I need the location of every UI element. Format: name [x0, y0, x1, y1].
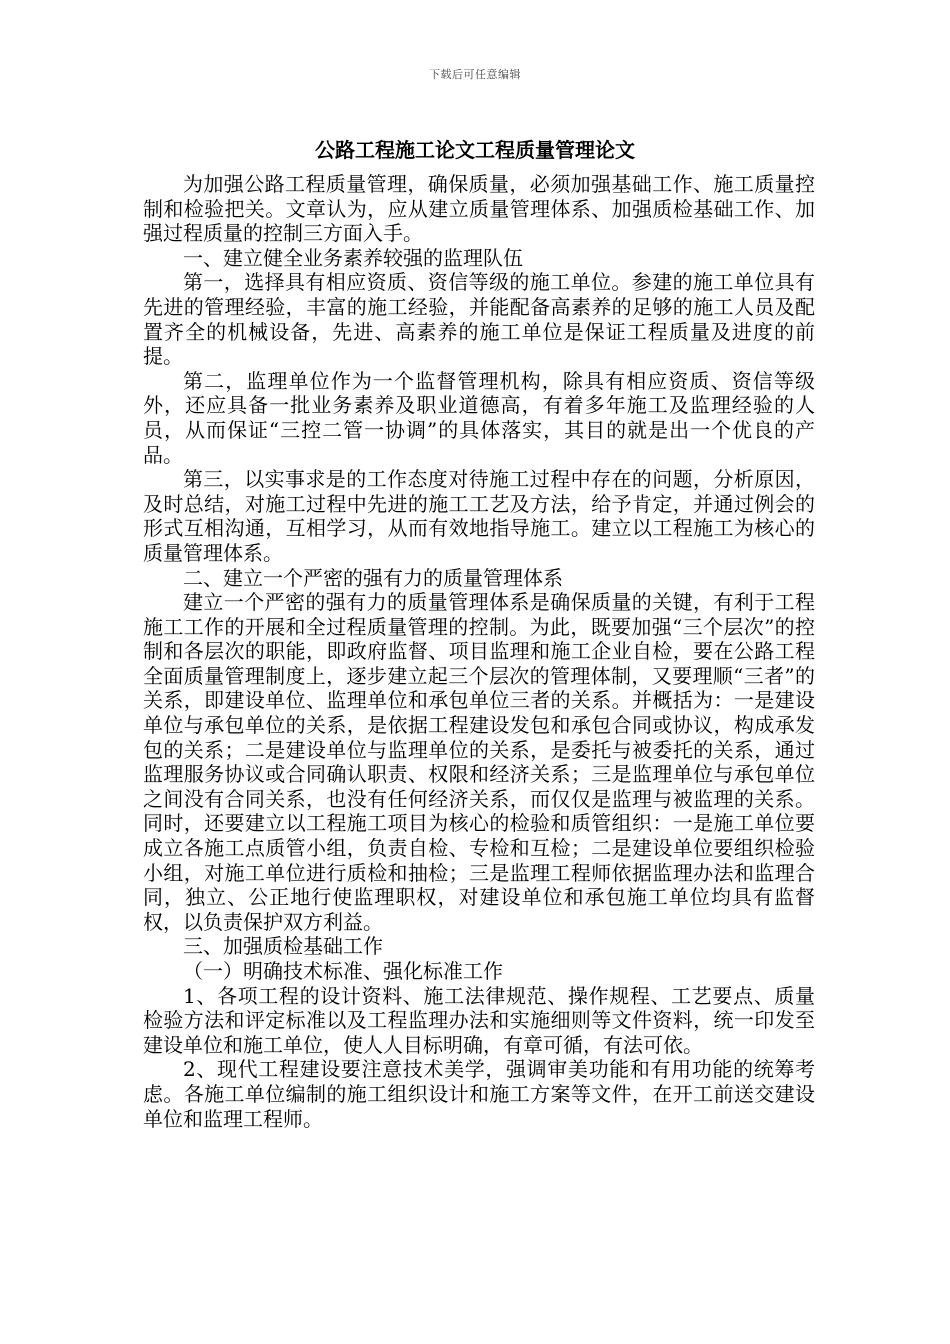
paragraph: 1、各项工程的设计资料、施工法律规范、操作规程、工艺要点、质量检验方法和评定标准以及工程监理办法和实施细则等文件资料，统一印发至建设单位和施工单位，使人人目标明确，有章可循，有法可依。 — [143, 983, 815, 1057]
paragraph-intro: 为加强公路工程质量管理，确保质量，必须加强基础工作、施工质量控制和检验把关。文章认为，应从建立质量管理体系、加强质检基础工作、加强过程质量的控制三方面入手。 — [143, 172, 815, 246]
section-heading-1: 一、建立健全业务素养较强的监理队伍 — [183, 245, 523, 270]
header-note: 下载后可任意编辑 — [429, 68, 521, 81]
paragraph: 第三，以实事求是的工作态度对待施工过程中存在的问题，分析原因，及时总结，对施工过程中先进的施工工艺及方法，给予肯定，并通过例会的形式互相沟通，互相学习，从而有效地指导施工。建立以工程施工为核心的质量管理体系。 — [143, 467, 815, 565]
paragraph: 2、现代工程建设要注意技术美学，强调审美功能和有用功能的统筹考虑。各施工单位编制的施工组织设计和施工方案等文件，在开工前送交建设单位和监理工程师。 — [143, 1057, 815, 1131]
section-heading-3: 三、加强质检基础工作 — [183, 934, 383, 959]
section-heading-2: 二、建立一个严密的强有力的质量管理体系 — [183, 565, 563, 590]
document-body — [143, 172, 815, 1131]
paragraph: 第一，选择具有相应资质、资信等级的施工单位。参建的施工单位具有先进的管理经验，丰富的施工经验，并能配备高素养的足够的施工人员及配置齐全的机械设备，先进、高素养的施工单位是保证工程质量及进度的前提。 — [143, 270, 815, 369]
paragraph: 第二，监理单位作为一个监督管理机构，除具有相应资质、资信等级外，还应具备一批业务素养及职业道德高，有着多年施工及监理经验的人员，从而保证“三控二管一协调”的具体落实，其目的就是出一个优良的产品。 — [143, 368, 815, 467]
document-title: 公路工程施工论文工程质量管理论文 — [315, 138, 635, 162]
subsection-heading: （一）明确技术标准、强化标准工作 — [183, 959, 503, 983]
paragraph: 建立一个严密的强有力的质量管理体系是确保质量的关键，有利于工程施工工作的开展和全过程质量管理的控制。为此，既要加强“三个层次”的控制和各层次的职能，即政府监督、项目监理和施工企业自检，要在公路工程全面质量管理制度上，逐步建立起三个层次的管理体制，又要理顺“三者”的关系，即建设单位、监理单位和承包单位三者的关系。并概括为：一是建设单位与承包单位的关系，是依据工程建设发包和承包合同或协议，构成承发包的关系；二是建设单位与监理单位的关系，是委托与被委托的关系，通过监理服务协议或合同确认职责、权限和经济关系；三是监理单位与承包单位之间没有合同关系，也没有任何经济关系，而仅仅是监理与被监理的关系。同时，还要建立以工程施工项目为核心的检验和质管组织：一是施工单位要成立各施工点质管小组，负责自检、专检和互检；二是建设单位要组织检验小组，对施工单位进行质检和抽检；三是监理工程师依据监理办法和监理合同，独立、公正地行使监理职权，对建设单位和承包施工单位均具有监督权，以负责保护双方利益。 — [143, 590, 815, 934]
